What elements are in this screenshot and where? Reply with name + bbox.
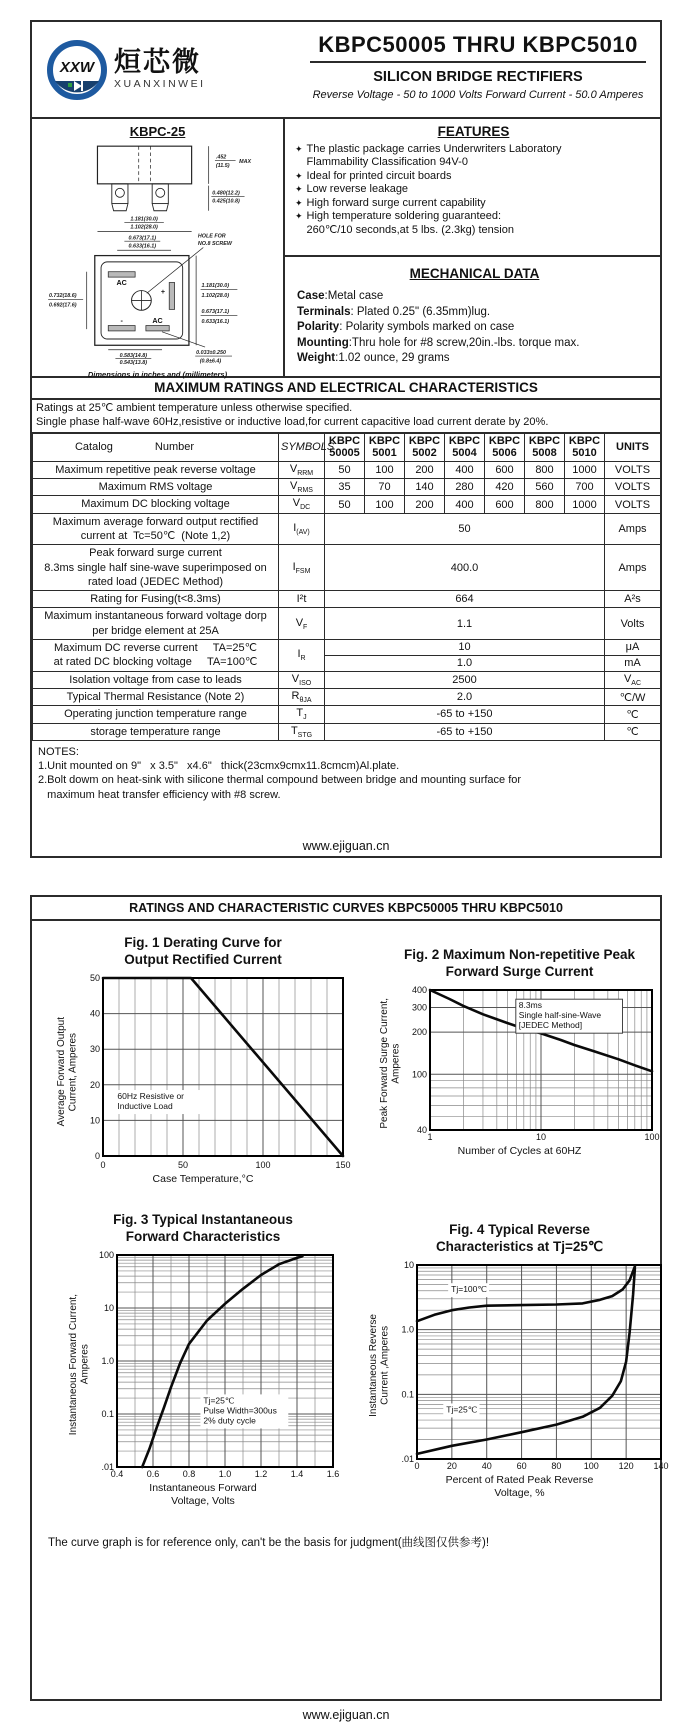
figure-3-chart [91,1250,339,1480]
svg-text:40: 40 [89,1008,100,1019]
svg-text:140: 140 [653,1460,669,1471]
feature-item: ✦ Ideal for printed circuit boards [295,169,452,182]
brand-name-cn: 烜芯微 [114,47,201,77]
table-row: Maximum repetitive peak reverse voltage $V_{RRM}$ 50 100 200 400 600 800 1000 VOLTS [33,461,661,478]
svg-text:0.425(10.8): 0.425(10.8) [211,198,240,205]
company-logo [32,22,296,117]
svg-text:0.1: 0.1 [100,1408,114,1419]
table-row: 1.0 mA [33,655,661,671]
svg-text:1.2: 1.2 [254,1468,267,1479]
svg-text:AC: AC [116,279,127,288]
svg-text:MAX: MAX [238,159,251,166]
svg-text:10: 10 [89,1115,100,1126]
curves-heading: RATINGS AND CHARACTERISTIC CURVES KBPC50005 THRU KBPC5010 [32,897,660,921]
svg-text:100: 100 [411,1069,427,1080]
package-drawing-panel [32,119,285,379]
svg-text:0.673(17.1): 0.673(17.1) [128,235,156,242]
svg-text:50: 50 [89,972,100,983]
svg-text:20: 20 [89,1079,100,1090]
title-area [296,22,660,117]
svg-text:NO.8 SCREW: NO.8 SCREW [197,240,232,247]
bullet-icon: ✦ [295,144,303,154]
svg-text:.01: .01 [401,1453,414,1464]
svg-text:200: 200 [411,1026,427,1037]
svg-text:1.0: 1.0 [401,1324,414,1335]
figure-3 [38,1212,368,1508]
svg-text:0.633(16.1): 0.633(16.1) [200,318,229,325]
svg-text:1.4: 1.4 [290,1468,303,1479]
figure-1-ylabel: Average Forward Output Current, Amperes [55,1017,78,1127]
svg-text:.01: .01 [100,1461,114,1472]
svg-text:1.0: 1.0 [100,1355,114,1366]
chart-annotation: Tj=100℃ [451,1283,487,1294]
feature-item: ✦ The plastic package carries Underwriters Laboratory Flammability Classification 94V-0 [295,143,562,169]
svg-text:10: 10 [403,1259,414,1270]
feature-item: ✦ Low reverse leakage [295,183,409,196]
features-section [285,119,660,257]
svg-text:1.0: 1.0 [218,1468,231,1479]
chart-annotation: Tj=25℃ [202,1395,234,1406]
svg-text:10: 10 [535,1131,547,1142]
website-link[interactable]: www.ejiguan.cn [302,1708,390,1722]
website-link[interactable]: www.ejiguan.cn [302,839,390,853]
package-name: KBPC-25 [129,124,186,139]
chart-annotation: Single half-sine-Wave [518,1009,602,1020]
mech-row: Terminals: Plated 0.25" (6.35mm)lug. [297,305,491,318]
svg-text:0: 0 [414,1460,420,1471]
ratings-conditions: Ratings at 25℃ ambient temperature unless otherwise specified. Single phase half-wave 60Hz,resistive or inductive load,for current capacitive load current derate by 20%. [36,402,549,428]
mech-row: Weight:1.02 ounce, 29 grams [297,352,450,365]
svg-text:10: 10 [103,1302,114,1313]
chart-annotation: 60Hz Resistive or [116,1090,184,1101]
bullet-icon: ✦ [295,184,303,195]
table-row: Maximum instantaneous forward voltage dorp per bridge element at 25A $V_F$ 1.1 Volts [33,608,661,640]
figure-1 [38,935,368,1186]
svg-text:0.4: 0.4 [110,1468,123,1479]
notes-section [32,741,660,806]
svg-text:0: 0 [99,1159,106,1170]
svg-text:(0.8±6.4): (0.8±6.4) [199,358,221,365]
datasheet-page-2 [30,895,669,1701]
package-outline-drawing [34,139,282,365]
table-row: Maximum average forward output rectified current at Tc=50℃ (Note 1,2) $I_{(AV)}$ 50 Amps [33,513,661,545]
figure-4-ylabel: Instantaneous Reverse Current ,Amperes [368,1314,391,1418]
figure-2-ylabel: Peak Forward Surge Current, Amperes [379,998,402,1130]
page-subtitle: SILICON BRIDGE RECTIFIERS [373,69,583,85]
chart-annotation: [JEDEC Method] [518,1019,583,1030]
features-heading: FEATURES [437,124,510,139]
svg-text:1: 1 [427,1131,433,1142]
svg-text:60: 60 [516,1460,527,1471]
svg-text:20: 20 [446,1460,457,1471]
svg-text:+: + [160,288,165,297]
svg-text:30: 30 [89,1043,100,1054]
bullet-icon: ✦ [295,197,303,208]
svg-text:HOLE FOR: HOLE FOR [197,233,226,240]
figure-1-title: Fig. 1 Derating Curve for Output Rectified Current [124,935,282,967]
svg-text:0.6: 0.6 [146,1468,159,1479]
svg-text:100: 100 [254,1159,271,1170]
svg-text:300: 300 [411,1002,427,1013]
figure-3-title: Fig. 3 Typical Instantaneous Forward Characteristics [113,1211,293,1244]
svg-text:.452: .452 [215,154,226,161]
disclaimer-text: The curve graph is for reference only, can't be the basis for judgment(曲线图仅供参考)! [48,1536,490,1549]
figure-4-xlabel: Percent of Rated Peak Reverse Voltage, % [445,1473,594,1499]
svg-text:0.583(14.8): 0.583(14.8) [119,352,147,359]
logo-badge: XXW [59,58,95,76]
svg-text:40: 40 [481,1460,492,1471]
table-row: Peak forward surge current 8.3ms single half sine-wave superimposed on rated load (JEDEC Method) $I_{FSM}$ 400.0 Amps [33,545,661,591]
svg-text:-: - [119,316,123,325]
svg-text:0.673(17.1): 0.673(17.1) [200,308,229,315]
mechanical-data-section [285,257,660,367]
svg-text:100: 100 [644,1131,660,1142]
svg-text:1.181(30.0): 1.181(30.0) [200,282,229,289]
header [32,22,660,119]
svg-text:0.1: 0.1 [401,1388,414,1399]
svg-text:40: 40 [416,1124,427,1135]
svg-text:0.033±0.250: 0.033±0.250 [195,350,226,357]
chart-annotation: 8.3ms [518,999,542,1010]
table-row: Maximum RMS voltage $V_{RMS}$ 35 70 140 280 420 560 700 VOLTS [33,479,661,496]
svg-text:100: 100 [583,1460,599,1471]
notes-text: 1.Unit mounted on 9" x 3.5" x4.6" thick(23cmx9cmx11.8cmcm)Al.plate. 2.Bolt dowm on heat-sink with silicone thermal compound between bridge and mounting surface for maximum heat transfer efficiency with #8 screw. [38,760,522,801]
table-row: Maximum DC blocking voltage $V_{DC}$ 50 100 200 400 600 800 1000 VOLTS [33,496,661,513]
electrical-characteristics-table [32,432,661,741]
svg-text:1.6: 1.6 [326,1468,339,1479]
bullet-icon: ✦ [295,211,303,222]
bullet-icon: ✦ [295,170,303,181]
svg-text:0.732(18.6): 0.732(18.6) [48,292,77,299]
svg-text:400: 400 [411,984,427,995]
charts-grid [32,921,669,1508]
datasheet-page-1 [30,20,662,858]
package-caption: Dimensions in inches and (millimeters) [87,370,228,379]
figure-1-xlabel: Case Temperature,°C [152,1172,254,1185]
figure-3-xlabel: Instantaneous Forward Voltage, Volts [149,1481,257,1507]
svg-text:0.633(16.1): 0.633(16.1) [128,243,156,250]
svg-text:0.543(13.8): 0.543(13.8) [119,360,147,365]
chart-annotation: 2% duty cycle [202,1415,256,1426]
ratings-heading: MAXIMUM RATINGS AND ELECTRICAL CHARACTERISTICS [32,378,660,400]
svg-text:1.102(28.0): 1.102(28.0) [129,224,158,231]
svg-text:0: 0 [94,1150,100,1161]
table-row: Rating for Fusing(t<8.3ms) I²t 664 A²s [33,591,661,608]
svg-text:1.181(30.0): 1.181(30.0) [129,216,158,223]
chart-annotation: Pulse Width=300us [202,1405,277,1416]
svg-text:120: 120 [618,1460,634,1471]
curve-derating [103,978,343,1156]
svg-text:150: 150 [334,1159,351,1170]
chart-annotation: Tj=25℃ [446,1404,478,1415]
table-row: storage temperature range $T_{STG}$ -65 to +150 ℃ [33,723,661,740]
logo-icon [46,39,108,101]
brand-name-en: XUANXINWEI [114,78,206,90]
svg-text:0.480(12.2): 0.480(12.2) [211,190,240,197]
chart-annotation: Inductive Load [116,1100,173,1111]
figure-2-xlabel: Number of Cycles at 60HZ [457,1144,582,1157]
table-row: Maximum DC reverse current TA=25℃ at rated DC blocking voltage TA=100℃ $I_R$ 10 μA [33,640,661,656]
mech-row: Case:Metal case [297,290,384,303]
mech-row: Mounting:Thru hole for #8 screw,20in.-lbs. torque max. [297,336,580,349]
svg-text:1.102(28.0): 1.102(28.0) [200,292,229,299]
page-title: KBPC50005 THRU KBPC5010 [310,32,646,63]
feature-item: ✦ High temperature soldering guaranteed: 260℃/10 seconds,at 5 lbs. (2.3kg) tension [295,210,514,236]
page-tagline: Reverse Voltage - 50 to 1000 Volts Forward Current - 50.0 Amperes [312,89,644,101]
svg-text:50: 50 [177,1159,188,1170]
mechanical-heading: MECHANICAL DATA [409,266,540,281]
figure-2-chart [402,985,660,1143]
table-row: Operating junction temperature range $T_J$ -65 to +150 ℃ [33,706,661,723]
table-row: Typical Thermal Resistance (Note 2) $R_{\theta JA}$ 2.0 ℃/W [33,688,661,705]
svg-text:0.8: 0.8 [182,1468,195,1479]
svg-text:80: 80 [551,1460,562,1471]
figure-1-chart [79,973,351,1171]
figure-4 [368,1222,671,1508]
notes-heading: NOTES: [38,745,79,758]
svg-text:(11.5): (11.5) [215,162,230,169]
features-list [295,143,652,237]
figure-4-title: Fig. 4 Typical Reverse Characteristics at Tj=25℃ [435,1221,604,1254]
feature-item: ✦ High forward surge current capability [295,196,486,209]
svg-text:0.692(17.6): 0.692(17.6) [48,302,77,309]
svg-text:100: 100 [98,1249,114,1260]
figure-4-chart [391,1260,671,1472]
table-header-row: Catalog Number SYMBOLS KBPC 50005 KBPC 5001 KBPC 5002 KBPC 5004 KBPC 5006 KBPC 5008 KBPC 5010 UNITS [33,433,661,462]
table-row: Isolation voltage from case to leads $V_{ISO}$ 2500 $V_{AC}$ [33,671,661,688]
svg-text:AC: AC [151,316,163,325]
figure-2-title: Fig. 2 Maximum Non-repetitive Peak Forward Surge Current [403,947,636,979]
figure-3-ylabel: Instantaneous Forward Current, Amperes [67,1294,90,1436]
mech-row: Polarity: Polarity symbols marked on case [297,321,515,334]
figure-2 [368,947,671,1186]
